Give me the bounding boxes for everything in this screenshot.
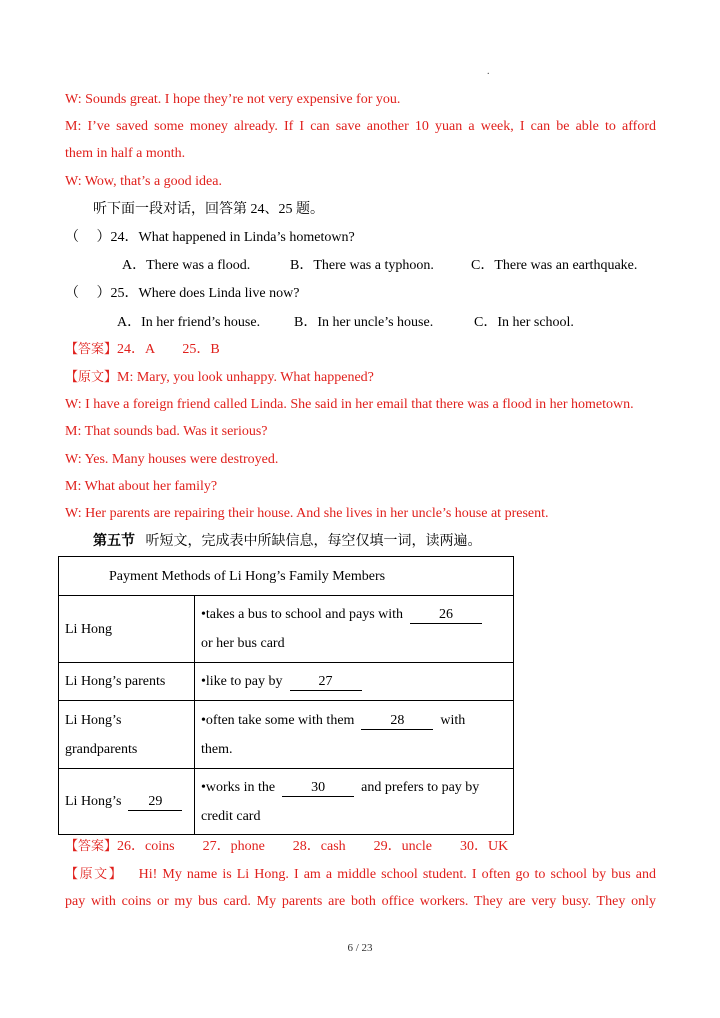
answer-tag: 【答案】	[65, 342, 118, 357]
transcript-line: W: Her parents are repairing their house. And she lives in her uncle’s house at present.	[65, 506, 549, 521]
table-cell-info	[195, 701, 514, 769]
transcript-text: Hi! My name is Li Hong. I am a middle school student. I often go to school by bus and	[138, 867, 656, 882]
header-mark: .	[487, 66, 490, 77]
info-text: and prefers to pay by	[361, 779, 480, 795]
info-text: them.	[201, 741, 233, 757]
info-text: •works in the	[201, 779, 276, 795]
q24-option-c: C．There was an earthquake.	[471, 258, 638, 273]
answer-blank-26: 26	[410, 607, 482, 624]
dialogue-line: them in half a month.	[65, 146, 186, 161]
section-heading	[93, 532, 482, 552]
answer-text: 24．A 25．B	[117, 342, 220, 357]
info-text: •takes a bus to school and pays with	[201, 607, 404, 622]
q25-options	[117, 313, 574, 333]
table-title: Payment Methods of Li Hong’s Family Members	[59, 557, 514, 596]
instruction: 听下面一段对话，回答第 24、25 题。	[93, 202, 324, 217]
info-text: •often take some with them	[201, 712, 355, 728]
answer-blank-28: 28	[361, 713, 433, 730]
name-text: grandparents	[65, 741, 138, 757]
table-cell-name: Li Hong	[59, 596, 195, 663]
answer-blank-29: 29	[128, 794, 182, 811]
transcript-text: M: Mary, you look unhappy. What happened?	[117, 370, 374, 385]
transcript-line	[65, 368, 374, 388]
q24-options	[122, 256, 637, 276]
q25-option-a: A．In her friend’s house.	[117, 315, 261, 330]
answer-blank-27: 27	[290, 674, 362, 691]
info-text: or her bus card	[201, 636, 285, 651]
name-text: Li Hong’s	[65, 712, 122, 728]
transcript-line: W: I have a foreign friend called Linda. She said in her email that there was a flood in her hometown.	[65, 397, 634, 412]
transcript-line: M: What about her family?	[65, 479, 218, 494]
table-cell-name	[59, 769, 195, 835]
dialogue-line: W: Wow, that’s a good idea.	[65, 174, 222, 189]
section-instruction: 听短文，完成表中所缺信息，每空仅填一词，读两遍。	[145, 534, 482, 549]
info-text: credit card	[201, 808, 261, 824]
dialogue-line: M: I’ve saved some money already. If I can save another 10 yuan a week, I can be able to afford	[65, 119, 656, 134]
dialogue-line: W: Sounds great. I hope they’re not very expensive for you.	[65, 92, 401, 107]
answer-line	[65, 837, 508, 857]
table-cell-name	[59, 701, 195, 769]
payment-table	[58, 556, 514, 835]
section-label: 第五节	[93, 534, 135, 549]
transcript-tag: 【原文】	[65, 370, 118, 385]
table-cell-info	[195, 596, 514, 663]
question-25: （ ）25．Where does Linda live now?	[65, 286, 300, 301]
answer-line	[65, 340, 220, 360]
answer-blank-30: 30	[282, 780, 354, 797]
info-text: with	[440, 712, 466, 728]
table-cell-info	[195, 769, 514, 835]
q24-option-a: A．There was a flood.	[122, 258, 251, 273]
transcript-line: pay with coins or my bus card. My parents are both office workers. They are very busy. They only	[65, 894, 656, 909]
info-text: •like to pay by	[201, 674, 283, 689]
page-number: 6 / 23	[347, 942, 373, 954]
q25-option-c: C．In her school.	[474, 315, 574, 330]
transcript-tag: 【原文】	[65, 867, 124, 882]
answer-tag: 【答案】	[65, 839, 118, 854]
transcript-line: M: That sounds bad. Was it serious?	[65, 424, 268, 439]
question-24: （ ）24．What happened in Linda’s hometown?	[65, 230, 355, 245]
name-text: Li Hong’s	[65, 794, 122, 809]
transcript-line	[65, 865, 656, 885]
q24-option-b: B．There was a typhoon.	[290, 258, 434, 273]
table-cell-name: Li Hong’s parents	[59, 663, 195, 701]
q25-option-b: B．In her uncle’s house.	[294, 315, 434, 330]
answer-text: 26．coins 27．phone 28．cash 29．uncle 30．UK	[117, 839, 509, 854]
table-cell-info	[195, 663, 514, 701]
transcript-line: W: Yes. Many houses were destroyed.	[65, 452, 279, 467]
